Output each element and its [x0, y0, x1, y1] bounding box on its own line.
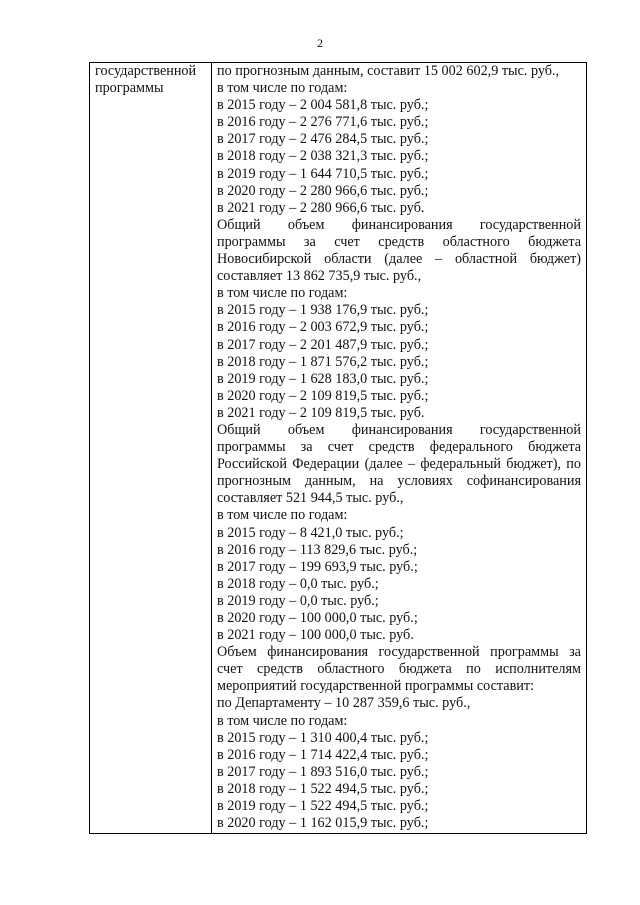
- text-line: по Департаменту – 10 287 359,6 тыс. руб.,: [217, 695, 471, 712]
- year-line: в 2020 году – 1 162 015,9 тыс. руб.;: [217, 815, 429, 832]
- year-line: в 2017 году – 199 693,9 тыс. руб.;: [217, 558, 418, 575]
- page-number: 2: [317, 36, 323, 50]
- label-line: программы: [95, 80, 164, 97]
- year-line: в 2019 году – 1 522 494,5 тыс. руб.;: [217, 798, 429, 815]
- executors-block: [217, 644, 581, 832]
- year-line: в 2021 году – 2 280 966,6 тыс. руб.: [217, 199, 425, 216]
- paragraph: Объем финансирования государственной программы за счет средств областного бюджета по исполнителям мероприятий государственной программы составит:: [217, 644, 581, 695]
- year-line: в 2020 году – 100 000,0 тыс. руб.;: [217, 610, 418, 626]
- year-line: в 2021 году – 2 109 819,5 тыс. руб.: [217, 404, 425, 421]
- federal-budget-block: [217, 422, 581, 644]
- text-line: в том числе по годам:: [217, 285, 348, 302]
- financing-table: [89, 62, 587, 834]
- year-line: в 2015 году – 1 310 400,4 тыс. руб.;: [217, 729, 429, 746]
- regional-budget-block: [217, 217, 581, 422]
- year-line: в 2018 году – 0,0 тыс. руб.;: [217, 575, 379, 592]
- year-line: в 2017 году – 2 201 487,9 тыс. руб.;: [217, 336, 429, 353]
- year-line: в 2016 году – 1 714 422,4 тыс. руб.;: [217, 746, 429, 763]
- year-line: в 2018 году – 1 871 576,2 тыс. руб.;: [217, 353, 429, 370]
- table-cell-label: [90, 63, 212, 834]
- year-line: в 2016 году – 2 276 771,6 тыс. руб.;: [217, 114, 429, 131]
- year-line: в 2017 году – 1 893 516,0 тыс. руб.;: [217, 763, 429, 780]
- year-line: в 2018 году – 2 038 321,3 тыс. руб.;: [217, 148, 429, 165]
- paragraph: Общий объем финансирования государственной программы за счет средств областного бюджета Новосибирской области (далее – областной бюджет) составляет 13 862 735,9 тыс. руб.,: [217, 216, 581, 285]
- year-line: в 2021 году – 100 000,0 тыс. руб.: [217, 627, 414, 644]
- table-cell-content: [212, 63, 587, 834]
- year-line: в 2016 году – 113 829,6 тыс. руб.;: [217, 541, 418, 558]
- year-line: в 2019 году – 0,0 тыс. руб.;: [217, 592, 379, 609]
- year-line: в 2015 году – 1 938 176,9 тыс. руб.;: [217, 302, 429, 319]
- year-line: в 2015 году – 8 421,0 тыс. руб.;: [217, 524, 404, 541]
- year-line: в 2018 году – 1 522 494,5 тыс. руб.;: [217, 780, 429, 797]
- year-line: в 2019 году – 1 644 710,5 тыс. руб.;: [217, 165, 429, 182]
- year-line: в 2016 году – 2 003 672,9 тыс. руб.;: [217, 319, 429, 336]
- year-line: в 2020 году – 2 280 966,6 тыс. руб.;: [217, 182, 429, 199]
- paragraph: Общий объем финансирования государственной программы за счет средств федерального бюджета Российской Федерации (далее – федеральный бюджет), по прогнозным данным, на условиях софинансирования составляет 521 944,5 тыс. руб.,: [217, 421, 581, 507]
- forecast-total-block: [217, 63, 581, 217]
- text-line: в том числе по годам:: [217, 712, 348, 729]
- year-line: в 2015 году – 2 004 581,8 тыс. руб.;: [217, 97, 429, 114]
- text-line: по прогнозным данным, составит 15 002 602,9 тыс. руб.,: [217, 63, 560, 79]
- text-line: в том числе по годам:: [217, 507, 348, 524]
- year-line: в 2020 году – 2 109 819,5 тыс. руб.;: [217, 387, 429, 404]
- year-line: в 2017 году – 2 476 284,5 тыс. руб.;: [217, 131, 429, 148]
- year-line: в 2019 году – 1 628 183,0 тыс. руб.;: [217, 370, 429, 387]
- label-line: государственной: [95, 63, 197, 79]
- text-line: в том числе по годам:: [217, 80, 348, 97]
- table-row: [90, 63, 587, 834]
